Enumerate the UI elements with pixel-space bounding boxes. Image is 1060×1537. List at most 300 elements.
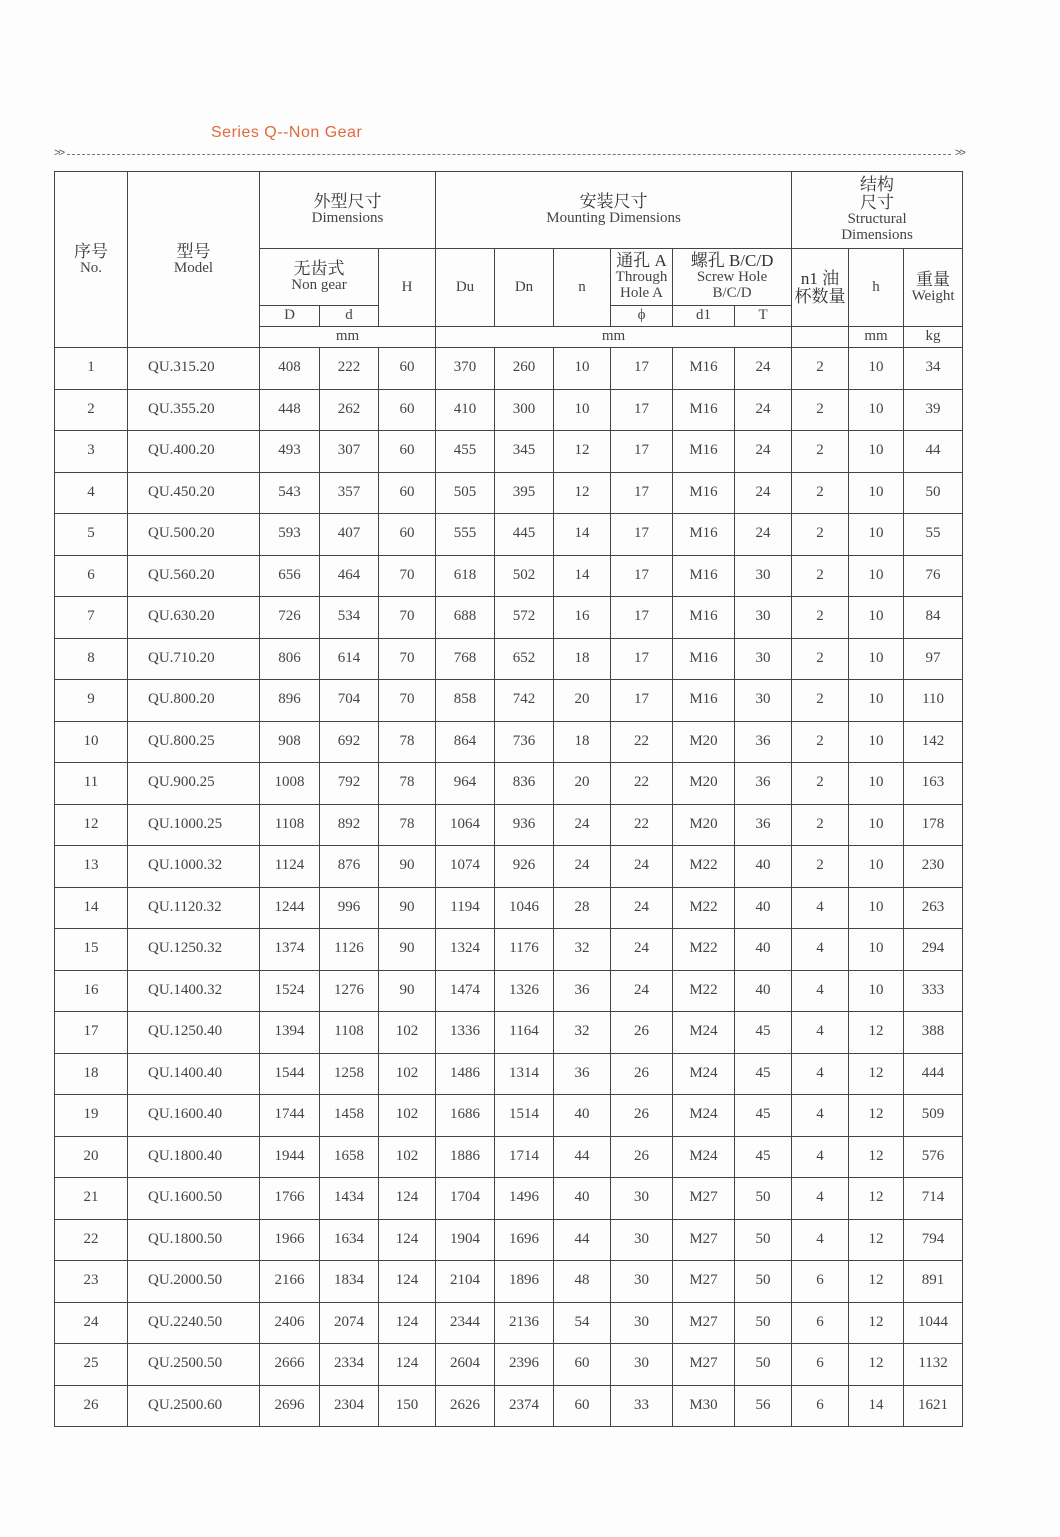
- cell-h: 12: [849, 1053, 904, 1095]
- cell-d: 1634: [320, 1219, 379, 1261]
- cell-Du: 864: [436, 721, 495, 763]
- cell-h: 12: [849, 1344, 904, 1386]
- cell-Du: 1686: [436, 1095, 495, 1137]
- cell-screw-d1: M22: [673, 929, 735, 971]
- cell-n1: 6: [792, 1385, 849, 1427]
- cell-no: 8: [55, 638, 128, 680]
- cell-d: 407: [320, 514, 379, 556]
- cell-no: 7: [55, 597, 128, 639]
- cell-weight: 388: [904, 1012, 963, 1054]
- cell-Dn: 395: [495, 472, 554, 514]
- cell-model: QU.800.25: [128, 721, 260, 763]
- cell-through-hole: 30: [611, 1219, 673, 1261]
- cell-no: 15: [55, 929, 128, 971]
- cell-Du: 1194: [436, 887, 495, 929]
- cell-model: QU.560.20: [128, 555, 260, 597]
- cell-Du: 455: [436, 431, 495, 473]
- cell-n: 14: [554, 514, 611, 556]
- cell-T: 45: [735, 1012, 792, 1054]
- cell-n: 36: [554, 1053, 611, 1095]
- cell-H: 124: [379, 1344, 436, 1386]
- cell-screw-d1: M20: [673, 763, 735, 805]
- cell-n: 36: [554, 970, 611, 1012]
- cell-d: 1834: [320, 1261, 379, 1303]
- cell-Dn: 836: [495, 763, 554, 805]
- header-n: n: [554, 249, 611, 327]
- cell-n1: 2: [792, 804, 849, 846]
- cell-Dn: 1896: [495, 1261, 554, 1303]
- cell-n: 40: [554, 1178, 611, 1220]
- cell-Dn: 936: [495, 804, 554, 846]
- cell-Du: 1904: [436, 1219, 495, 1261]
- cell-model: QU.710.20: [128, 638, 260, 680]
- cell-model: QU.500.20: [128, 514, 260, 556]
- cell-Du: 1474: [436, 970, 495, 1012]
- cell-h: 10: [849, 514, 904, 556]
- cell-n1: 2: [792, 638, 849, 680]
- cell-n: 14: [554, 555, 611, 597]
- cell-H: 60: [379, 431, 436, 473]
- table-row: [55, 680, 963, 722]
- cell-n1: 2: [792, 763, 849, 805]
- cell-d: 2334: [320, 1344, 379, 1386]
- cell-D: 2666: [260, 1344, 320, 1386]
- cell-n: 60: [554, 1344, 611, 1386]
- cell-d: 876: [320, 846, 379, 888]
- cell-screw-d1: M22: [673, 846, 735, 888]
- cell-model: QU.2240.50: [128, 1302, 260, 1344]
- cell-d: 222: [320, 348, 379, 390]
- cell-h: 10: [849, 721, 904, 763]
- cell-through-hole: 30: [611, 1302, 673, 1344]
- cell-n1: 2: [792, 431, 849, 473]
- cell-n1: 2: [792, 389, 849, 431]
- cell-D: 1124: [260, 846, 320, 888]
- cell-Du: 410: [436, 389, 495, 431]
- cell-screw-d1: M27: [673, 1178, 735, 1220]
- table-row: [55, 1053, 963, 1095]
- cell-model: QU.630.20: [128, 597, 260, 639]
- cell-weight: 333: [904, 970, 963, 1012]
- cell-d: 2074: [320, 1302, 379, 1344]
- cell-model: QU.355.20: [128, 389, 260, 431]
- cell-h: 12: [849, 1261, 904, 1303]
- cell-no: 18: [55, 1053, 128, 1095]
- cell-n: 24: [554, 846, 611, 888]
- cell-T: 50: [735, 1344, 792, 1386]
- cell-n: 10: [554, 348, 611, 390]
- table-row: [55, 431, 963, 473]
- table-row: [55, 721, 963, 763]
- cell-d: 1458: [320, 1095, 379, 1137]
- cell-through-hole: 22: [611, 721, 673, 763]
- cell-screw-d1: M16: [673, 472, 735, 514]
- cell-through-hole: 17: [611, 638, 673, 680]
- cell-T: 50: [735, 1178, 792, 1220]
- cell-model: QU.1400.40: [128, 1053, 260, 1095]
- cell-n1: 4: [792, 1136, 849, 1178]
- cell-n: 32: [554, 1012, 611, 1054]
- cell-n1: 4: [792, 887, 849, 929]
- cell-h: 12: [849, 1136, 904, 1178]
- cell-D: 593: [260, 514, 320, 556]
- cell-weight: 1132: [904, 1344, 963, 1386]
- cell-weight: 55: [904, 514, 963, 556]
- series-title: Series Q--Non Gear: [211, 124, 363, 141]
- cell-h: 10: [849, 472, 904, 514]
- cell-weight: 178: [904, 804, 963, 846]
- cell-n1: 2: [792, 555, 849, 597]
- table-row: [55, 804, 963, 846]
- table-row: [55, 1344, 963, 1386]
- cell-Du: 1886: [436, 1136, 495, 1178]
- cell-no: 19: [55, 1095, 128, 1137]
- cell-screw-d1: M16: [673, 638, 735, 680]
- cell-screw-d1: M24: [673, 1012, 735, 1054]
- cell-weight: 84: [904, 597, 963, 639]
- cell-H: 78: [379, 763, 436, 805]
- cell-d: 1434: [320, 1178, 379, 1220]
- table-header: [55, 172, 963, 348]
- cell-h: 10: [849, 680, 904, 722]
- cell-n1: 2: [792, 846, 849, 888]
- header-dimensions: 外型尺寸 Dimensions: [260, 172, 436, 249]
- cell-H: 78: [379, 804, 436, 846]
- cell-Du: 768: [436, 638, 495, 680]
- header-d: d: [320, 306, 379, 327]
- cell-Du: 1324: [436, 929, 495, 971]
- cell-Du: 1336: [436, 1012, 495, 1054]
- cell-h: 14: [849, 1385, 904, 1427]
- cell-model: QU.400.20: [128, 431, 260, 473]
- header-mounting: 安装尺寸 Mounting Dimensions: [436, 172, 792, 249]
- cell-h: 10: [849, 846, 904, 888]
- cell-T: 45: [735, 1053, 792, 1095]
- cell-n: 44: [554, 1219, 611, 1261]
- cell-model: QU.1000.32: [128, 846, 260, 888]
- spec-table: [54, 171, 963, 1427]
- cell-no: 16: [55, 970, 128, 1012]
- cell-h: 12: [849, 1012, 904, 1054]
- cell-Du: 688: [436, 597, 495, 639]
- cell-through-hole: 17: [611, 348, 673, 390]
- cell-Dn: 445: [495, 514, 554, 556]
- cell-screw-d1: M27: [673, 1302, 735, 1344]
- cell-Dn: 1164: [495, 1012, 554, 1054]
- cell-T: 24: [735, 389, 792, 431]
- cell-H: 102: [379, 1012, 436, 1054]
- cell-H: 70: [379, 680, 436, 722]
- cell-T: 50: [735, 1261, 792, 1303]
- cell-T: 45: [735, 1095, 792, 1137]
- cell-n1: 4: [792, 1012, 849, 1054]
- table-row: [55, 555, 963, 597]
- cell-Dn: 1496: [495, 1178, 554, 1220]
- cell-Dn: 260: [495, 348, 554, 390]
- cell-H: 102: [379, 1095, 436, 1137]
- cell-weight: 142: [904, 721, 963, 763]
- cell-D: 1766: [260, 1178, 320, 1220]
- cell-Dn: 2374: [495, 1385, 554, 1427]
- cell-Du: 858: [436, 680, 495, 722]
- header-structural: 结构 尺寸 Structural Dimensions: [792, 172, 963, 249]
- cell-screw-d1: M20: [673, 804, 735, 846]
- cell-h: 12: [849, 1302, 904, 1344]
- cell-through-hole: 26: [611, 1136, 673, 1178]
- cell-Dn: 926: [495, 846, 554, 888]
- cell-n1: 2: [792, 680, 849, 722]
- double-chevron-left-icon: >>: [54, 148, 64, 160]
- cell-weight: 97: [904, 638, 963, 680]
- cell-weight: 39: [904, 389, 963, 431]
- table-row: [55, 887, 963, 929]
- cell-Du: 505: [436, 472, 495, 514]
- cell-Du: 1486: [436, 1053, 495, 1095]
- cell-H: 60: [379, 514, 436, 556]
- header-H: H: [379, 249, 436, 327]
- cell-no: 6: [55, 555, 128, 597]
- cell-d: 792: [320, 763, 379, 805]
- table-row: [55, 348, 963, 390]
- header-weight: 重量 Weight: [904, 249, 963, 327]
- cell-Dn: 1326: [495, 970, 554, 1012]
- cell-T: 50: [735, 1302, 792, 1344]
- cell-model: QU.2000.50: [128, 1261, 260, 1303]
- cell-d: 614: [320, 638, 379, 680]
- cell-d: 996: [320, 887, 379, 929]
- cell-d: 704: [320, 680, 379, 722]
- cell-H: 90: [379, 846, 436, 888]
- cell-through-hole: 17: [611, 680, 673, 722]
- cell-no: 5: [55, 514, 128, 556]
- double-chevron-right-icon: >>: [954, 148, 964, 160]
- cell-Dn: 1314: [495, 1053, 554, 1095]
- cell-d: 357: [320, 472, 379, 514]
- cell-Dn: 1514: [495, 1095, 554, 1137]
- header-no: 序号 No.: [55, 172, 128, 348]
- cell-T: 30: [735, 680, 792, 722]
- cell-weight: 230: [904, 846, 963, 888]
- cell-Du: 2344: [436, 1302, 495, 1344]
- cell-Dn: 652: [495, 638, 554, 680]
- cell-model: QU.1600.50: [128, 1178, 260, 1220]
- header-through-hole: 通孔 A Through Hole A: [611, 249, 673, 306]
- cell-weight: 50: [904, 472, 963, 514]
- cell-through-hole: 17: [611, 389, 673, 431]
- cell-D: 908: [260, 721, 320, 763]
- unit-blank: [792, 327, 849, 348]
- cell-no: 21: [55, 1178, 128, 1220]
- cell-model: QU.800.20: [128, 680, 260, 722]
- cell-T: 40: [735, 929, 792, 971]
- cell-screw-d1: M27: [673, 1261, 735, 1303]
- cell-no: 17: [55, 1012, 128, 1054]
- table-row: [55, 970, 963, 1012]
- cell-D: 1374: [260, 929, 320, 971]
- cell-D: 448: [260, 389, 320, 431]
- cell-H: 90: [379, 887, 436, 929]
- table-row: [55, 1385, 963, 1427]
- cell-no: 10: [55, 721, 128, 763]
- cell-no: 24: [55, 1302, 128, 1344]
- cell-Du: 370: [436, 348, 495, 390]
- cell-d: 307: [320, 431, 379, 473]
- cell-T: 36: [735, 804, 792, 846]
- cell-d: 1658: [320, 1136, 379, 1178]
- cell-h: 10: [849, 348, 904, 390]
- cell-d: 534: [320, 597, 379, 639]
- cell-through-hole: 33: [611, 1385, 673, 1427]
- cell-Dn: 1046: [495, 887, 554, 929]
- cell-weight: 110: [904, 680, 963, 722]
- cell-D: 726: [260, 597, 320, 639]
- table-row: [55, 1178, 963, 1220]
- cell-n: 16: [554, 597, 611, 639]
- cell-Dn: 345: [495, 431, 554, 473]
- cell-through-hole: 30: [611, 1261, 673, 1303]
- cell-T: 40: [735, 970, 792, 1012]
- cell-D: 1108: [260, 804, 320, 846]
- cell-T: 40: [735, 887, 792, 929]
- cell-model: QU.2500.60: [128, 1385, 260, 1427]
- cell-screw-d1: M20: [673, 721, 735, 763]
- cell-H: 150: [379, 1385, 436, 1427]
- header-n1: n1 油 杯数量: [792, 249, 849, 327]
- cell-Du: 964: [436, 763, 495, 805]
- cell-D: 1966: [260, 1219, 320, 1261]
- cell-d: 262: [320, 389, 379, 431]
- cell-no: 14: [55, 887, 128, 929]
- cell-no: 11: [55, 763, 128, 805]
- table-row: [55, 763, 963, 805]
- cell-Du: 555: [436, 514, 495, 556]
- cell-model: QU.1250.32: [128, 929, 260, 971]
- header-phi: ϕ: [611, 306, 673, 327]
- cell-through-hole: 22: [611, 804, 673, 846]
- cell-d: 1108: [320, 1012, 379, 1054]
- cell-D: 1544: [260, 1053, 320, 1095]
- cell-Dn: 2396: [495, 1344, 554, 1386]
- cell-screw-d1: M30: [673, 1385, 735, 1427]
- unit-mm-dimensions: mm: [260, 327, 436, 348]
- cell-D: 1524: [260, 970, 320, 1012]
- cell-model: QU.450.20: [128, 472, 260, 514]
- header-T: T: [735, 306, 792, 327]
- cell-h: 10: [849, 389, 904, 431]
- cell-h: 10: [849, 887, 904, 929]
- cell-H: 124: [379, 1178, 436, 1220]
- cell-weight: 509: [904, 1095, 963, 1137]
- cell-n1: 6: [792, 1302, 849, 1344]
- cell-through-hole: 24: [611, 887, 673, 929]
- cell-weight: 263: [904, 887, 963, 929]
- cell-screw-d1: M16: [673, 348, 735, 390]
- header-Dn: Dn: [495, 249, 554, 327]
- cell-T: 30: [735, 597, 792, 639]
- cell-weight: 576: [904, 1136, 963, 1178]
- cell-weight: 76: [904, 555, 963, 597]
- cell-no: 1: [55, 348, 128, 390]
- cell-H: 124: [379, 1261, 436, 1303]
- cell-weight: 34: [904, 348, 963, 390]
- table-row: [55, 929, 963, 971]
- cell-screw-d1: M24: [673, 1053, 735, 1095]
- cell-no: 13: [55, 846, 128, 888]
- cell-through-hole: 26: [611, 1053, 673, 1095]
- cell-through-hole: 17: [611, 472, 673, 514]
- cell-D: 493: [260, 431, 320, 473]
- table-row: [55, 472, 963, 514]
- cell-h: 10: [849, 763, 904, 805]
- cell-h: 10: [849, 970, 904, 1012]
- cell-Dn: 300: [495, 389, 554, 431]
- cell-n1: 4: [792, 970, 849, 1012]
- cell-through-hole: 24: [611, 846, 673, 888]
- cell-weight: 891: [904, 1261, 963, 1303]
- cell-model: QU.1800.40: [128, 1136, 260, 1178]
- cell-n: 18: [554, 721, 611, 763]
- cell-screw-d1: M16: [673, 431, 735, 473]
- cell-screw-d1: M16: [673, 680, 735, 722]
- cell-no: 9: [55, 680, 128, 722]
- cell-screw-d1: M22: [673, 970, 735, 1012]
- cell-n: 48: [554, 1261, 611, 1303]
- cell-model: QU.1250.40: [128, 1012, 260, 1054]
- cell-H: 60: [379, 389, 436, 431]
- cell-T: 36: [735, 763, 792, 805]
- header-Du: Du: [436, 249, 495, 327]
- cell-through-hole: 24: [611, 970, 673, 1012]
- cell-H: 124: [379, 1302, 436, 1344]
- table-row: [55, 1095, 963, 1137]
- cell-D: 1394: [260, 1012, 320, 1054]
- cell-no: 23: [55, 1261, 128, 1303]
- cell-Dn: 1696: [495, 1219, 554, 1261]
- cell-d: 2304: [320, 1385, 379, 1427]
- cell-h: 10: [849, 929, 904, 971]
- cell-H: 102: [379, 1136, 436, 1178]
- cell-Du: 618: [436, 555, 495, 597]
- cell-weight: 44: [904, 431, 963, 473]
- cell-h: 10: [849, 804, 904, 846]
- cell-model: QU.1800.50: [128, 1219, 260, 1261]
- cell-no: 22: [55, 1219, 128, 1261]
- cell-H: 60: [379, 472, 436, 514]
- cell-d: 692: [320, 721, 379, 763]
- cell-D: 656: [260, 555, 320, 597]
- cell-Dn: 736: [495, 721, 554, 763]
- cell-D: 896: [260, 680, 320, 722]
- cell-Dn: 572: [495, 597, 554, 639]
- cell-Du: 1074: [436, 846, 495, 888]
- cell-model: QU.1120.32: [128, 887, 260, 929]
- cell-screw-d1: M27: [673, 1344, 735, 1386]
- cell-n1: 6: [792, 1261, 849, 1303]
- cell-n: 12: [554, 431, 611, 473]
- table-row: [55, 1261, 963, 1303]
- cell-screw-d1: M24: [673, 1136, 735, 1178]
- cell-H: 60: [379, 348, 436, 390]
- cell-H: 90: [379, 970, 436, 1012]
- cell-no: 4: [55, 472, 128, 514]
- cell-T: 24: [735, 472, 792, 514]
- table-row: [55, 514, 963, 556]
- cell-Du: 1064: [436, 804, 495, 846]
- cell-n: 10: [554, 389, 611, 431]
- cell-n1: 2: [792, 597, 849, 639]
- header-d1: d1: [673, 306, 735, 327]
- cell-n1: 4: [792, 1219, 849, 1261]
